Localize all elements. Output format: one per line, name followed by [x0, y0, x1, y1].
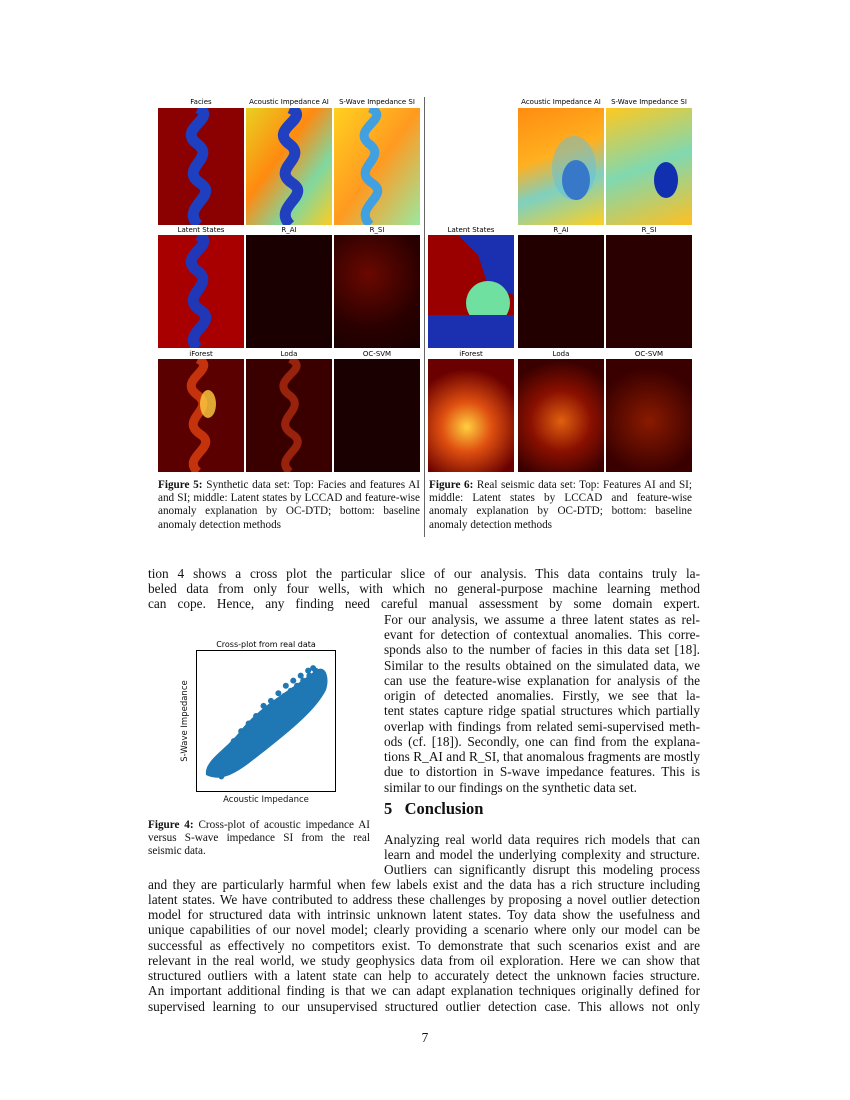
fig5-rsi-image	[334, 235, 420, 348]
body-line: similar to our findings on the synthetic data set.	[384, 780, 637, 795]
scatter-point	[290, 678, 296, 684]
fig6-caption	[429, 479, 692, 532]
scatter-point	[282, 693, 288, 699]
fig5-title-si: S-Wave Impedance SI	[339, 98, 415, 106]
scatter-point	[231, 738, 237, 744]
fig4-caption-text: Cross-plot of acoustic impedance AI versus S-wave impedance SI from the real seismic data.	[148, 819, 371, 858]
fig6-ai-image	[518, 108, 604, 225]
page-number: 7	[421, 1030, 429, 1045]
fig5-title-ocsvm: OC-SVM	[362, 350, 392, 358]
fig4-ylabel: S-Wave Impedance	[180, 680, 190, 762]
section-heading	[384, 799, 483, 819]
conclusion-line: model for structured data with intrinsic unknown latent states. Toy data show the usefulness and	[148, 907, 700, 922]
scatter-point	[269, 705, 275, 711]
scatter-point	[238, 728, 244, 734]
fig6-title-ocsvm: OC-SVM	[634, 350, 664, 358]
scatter-point	[268, 731, 274, 737]
body-line: For our analysis, we assume a three latent states as rel-	[384, 612, 700, 627]
fig5-iforest-image	[158, 359, 244, 472]
fig5-title-iforest: iForest	[189, 350, 213, 358]
scatter-point	[298, 673, 304, 679]
scatter-point	[288, 688, 294, 694]
conclusion-line: Outliers can significantly disrupt this modeling process	[384, 862, 700, 877]
scatter-point	[232, 746, 238, 752]
fig5-ai-image	[246, 108, 332, 225]
fig6-title-si: S-Wave Impedance SI	[611, 98, 687, 106]
scatter-point	[253, 713, 259, 719]
fig5-caption	[158, 479, 420, 532]
scatter-point	[223, 748, 229, 754]
conclusion-line: relevant in the real world, we study geophysics data from oil exploration. Here we can show that	[148, 953, 700, 968]
fig6-si-image	[606, 108, 692, 225]
scatter-point	[213, 768, 219, 774]
scatter-point	[216, 756, 222, 762]
scatter-point	[258, 738, 264, 744]
body-line: beled data from only four wells, with which no general-purpose machine learning method	[148, 581, 700, 596]
body-line: tent states capture ridge spatial structures which partially	[384, 703, 700, 718]
fig4-scatter-plot	[196, 650, 336, 792]
scatter-point	[261, 703, 267, 709]
fig5-title-rai: R_AI	[281, 226, 297, 234]
section-title: Conclusion	[404, 799, 484, 818]
fig5-title-facies: Facies	[190, 98, 212, 106]
conclusion-line: successful as effectively no competitors exist. To demonstrate that such scenarios exist and are	[148, 938, 700, 953]
conclusion-line: structured outliers with a latent state can help to accurately detect the unknown facies structure.	[148, 968, 700, 983]
scatter-point	[268, 698, 274, 704]
body-line: tions R_AI and R_SI, that anomalous fragments are mostly	[384, 749, 700, 764]
fig6-title-ai: Acoustic Impedance AI	[521, 98, 601, 106]
fig6-caption-label: Figure 6:	[429, 479, 474, 491]
scatter-point	[228, 766, 234, 772]
scatter-point	[306, 673, 312, 679]
conclusion-line: latent states. We have contributed to address these challenges by proposing a novel outlier detection	[148, 892, 700, 907]
scatter-point	[278, 721, 284, 727]
section-number: 5	[384, 799, 393, 818]
scatter-point	[218, 773, 224, 779]
fig5-loda-image	[246, 359, 332, 472]
fig5-rai-image	[246, 235, 332, 348]
conclusion-line: learn and model the underlying complexity and structure.	[384, 847, 700, 862]
conclusion-line: unique capabilities of our novel model; clearly providing a scenario where only our model can be	[148, 922, 700, 937]
fig6-title-rsi: R_SI	[641, 226, 657, 234]
fig4-caption	[148, 819, 370, 859]
conclusion-line: Analyzing real world data requires rich models that can	[384, 832, 700, 847]
fig4-caption-label: Figure 4:	[148, 819, 194, 831]
scatter-point	[298, 703, 304, 709]
scatter-point	[288, 710, 294, 716]
body-line: can cope. Hence, any finding need careful manual assessment by some domain expert.	[148, 596, 700, 611]
fig6-ocsvm-image	[606, 359, 692, 472]
scatter-point	[238, 756, 244, 762]
fig5-latent-image	[158, 235, 244, 348]
fig5-title-ai: Acoustic Impedance AI	[249, 98, 329, 106]
body-line: sponds also to the number of facies in this data set [18].	[384, 642, 700, 657]
fig5-caption-label: Figure 5:	[158, 479, 203, 491]
fig6-iforest-image	[428, 359, 514, 472]
scatter-point	[238, 739, 244, 745]
scatter-point	[263, 712, 269, 718]
fig6-title-latent: Latent States	[447, 226, 495, 234]
fig5-title-loda: Loda	[280, 350, 298, 358]
scatter-point	[294, 683, 300, 689]
body-line: tion 4 shows a cross plot the particular slice of our analysis. This data contains truly la-	[148, 566, 700, 581]
conclusion-line: supervised learning to our unsupervised structured outlier detection case. This allows not only	[148, 999, 700, 1014]
body-line: overlap with findings from related semi-supervised meth-	[384, 719, 700, 734]
body-line: due to distortion in S-wave impedance features. This is	[384, 764, 700, 779]
fig5-title-latent: Latent States	[177, 226, 225, 234]
fig5-caption-text: Synthetic data set: Top: Facies and features AI and SI; middle: Latent states by LCCAD and feature-wise anomaly explanation by OC-DTD; bottom: baseline anomaly detection methods	[158, 479, 421, 531]
body-line: ods (cf. [18]). Secondly, one can find from the explana-	[384, 734, 700, 749]
fig5-si-image	[334, 108, 420, 225]
fig6-latent-image	[428, 235, 514, 348]
scatter-point	[308, 693, 314, 699]
body-line: Similar to the results obtained on the simulated data, we	[384, 658, 700, 673]
conclusion-line: An important additional finding is that we can adapt explanation techniques originally defined for	[148, 983, 700, 998]
fig5-facies-image	[158, 108, 244, 225]
fig6-loda-image	[518, 359, 604, 472]
body-line: evant for detection of contextual anomalies. This corre-	[384, 627, 700, 642]
scatter-point	[257, 718, 263, 724]
scatter-point	[310, 665, 316, 671]
scatter-point	[244, 733, 250, 739]
conclusion-line: and they are particularly harmful when few labels exist and the data has a rich structure including	[148, 877, 700, 892]
fig5-ocsvm-image	[334, 359, 420, 472]
scatter-point	[246, 721, 252, 727]
fig6-title-rai: R_AI	[553, 226, 569, 234]
fig6-title-loda: Loda	[552, 350, 570, 358]
scatter-point	[248, 748, 254, 754]
fig6-title-iforest: iForest	[459, 350, 483, 358]
fig4-title: Cross-plot from real data	[216, 640, 316, 649]
fig4-xlabel: Acoustic Impedance	[223, 795, 309, 805]
scatter-point	[251, 726, 257, 732]
scatter-point	[275, 690, 281, 696]
fig5-title-rsi: R_SI	[369, 226, 385, 234]
body-line: can use the feature-wise explanation for analysis of the	[384, 673, 700, 688]
fig6-rsi-image	[606, 235, 692, 348]
scatter-point	[220, 761, 226, 767]
figure-separator	[424, 97, 425, 537]
scatter-point	[275, 699, 281, 705]
fig6-rai-image	[518, 235, 604, 348]
scatter-point	[283, 683, 289, 689]
fig6-caption-text: Real seismic data set: Top: Features AI and SI; middle: Latent states by LCCAD and feature-wise anomaly explanation by OC-DTD; bottom: baseline anomaly detection methods	[429, 479, 693, 531]
body-line: origin of detected anomalies. Firstly, we see that la-	[384, 688, 700, 703]
